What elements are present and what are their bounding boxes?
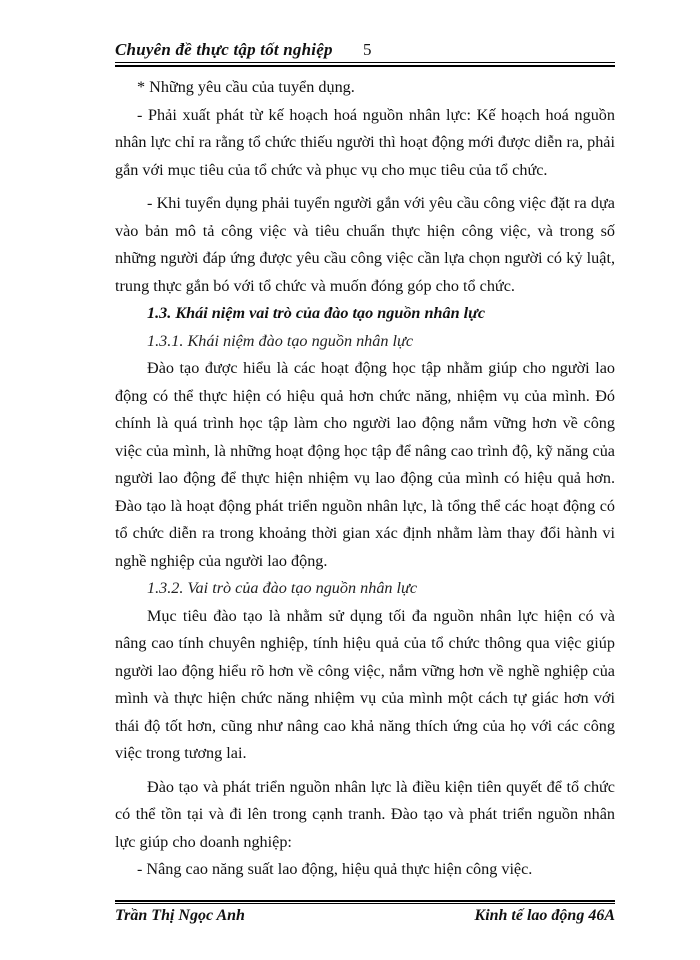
section-heading-1-3: 1.3. Khái niệm vai trò của đào tạo nguồn nhân lực xyxy=(147,304,486,322)
subsection-heading-1-3-1: 1.3.1. Khái niệm đào tạo nguồn nhân lực xyxy=(147,331,414,350)
subsection-heading-1-3-2: 1.3.2. Vai trò của đào tạo nguồn nhân lực xyxy=(147,579,418,597)
header-divider-thick xyxy=(115,65,615,67)
paragraph-training-concept: Đào tạo được hiểu là các hoạt động học tập nhằm giúp cho người lao động có thể thực hiện có hiệu quả hơn chức năng, nhiệm vụ của mình. Đó chính là quá trình học tập làm cho người lao động nắm vững hơn về công việc của mình, là những hoạt động học tập để nâng cao trình độ, kỹ năng của người lao động để thực hiện nhiệm vụ lao động của mình có hiệu quả hơn. Đào tạo là hoạt động phát triển nguồn nhân lực, là tổng thể các hoạt động có tổ chức diễn ra trong khoảng thời gian xác định nhằm làm thay đổi hành vi nghề nghiệp của người lao động. xyxy=(115,359,615,570)
page-body xyxy=(115,74,615,884)
page-footer xyxy=(115,900,615,930)
footer-divider xyxy=(115,903,615,904)
footer-divider-thick xyxy=(115,900,615,902)
page-header xyxy=(115,40,615,66)
header-divider xyxy=(115,62,615,63)
paragraph-training-development: Đào tạo và phát triển nguồn nhân lực là điều kiện tiên quyết để tổ chức có thể tồn tại và đi lên trong cạnh tranh. Đào tạo và phát triển nguồn nhân lực giúp cho doanh nghiệp: xyxy=(115,777,615,851)
footer-class: Kinh tế lao động 46A xyxy=(474,907,615,924)
paragraph-benefit-1: - Nâng cao năng suất lao động, hiệu quả thực hiện công việc. xyxy=(137,860,533,878)
footer-author: Trần Thị Ngọc Anh xyxy=(115,907,245,924)
paragraph-requirement-1: - Phải xuất phát từ kế hoạch hoá nguồn nhân lực: Kế hoạch hoá nguồn nhân lực chỉ ra rằng tổ chức thiếu người thì hoạt động mới được diễn ra, phải gắn với mục tiêu của tổ chức và phục vụ cho mục tiêu của tổ chức. xyxy=(115,105,615,179)
paragraph-training-role: Mục tiêu đào tạo là nhằm sử dụng tối đa nguồn nhân lực hiện có và nâng cao tính chuyên nghiệp, tính hiệu quả của tổ chức thông qua việc giúp người lao động hiểu rõ hơn về công việc, nắm vững hơn về nghề nghiệp của mình và thực hiện chức năng nhiệm vụ của mình một cách tự giác hơn với thái độ tốt hơn, cũng như nâng cao khả năng thích ứng của họ với các công việc trong tương lai. xyxy=(115,606,615,762)
paragraph-requirements-heading: * Những yêu cầu của tuyển dụng. xyxy=(137,78,355,96)
page-number: 5 xyxy=(363,40,372,59)
header-title: Chuyên đề thực tập tốt nghiệp xyxy=(115,40,333,59)
paragraph-requirement-2: - Khi tuyển dụng phải tuyển người gắn với yêu cầu công việc đặt ra dựa vào bản mô tả công việc và tiêu chuẩn thực hiện công việc, và trong số những người đáp ứng được yêu cầu công việc cần lựa chọn người có kỷ luật, trung thực gắn bó với tổ chức và muốn đóng góp cho tổ chức. xyxy=(115,194,615,295)
